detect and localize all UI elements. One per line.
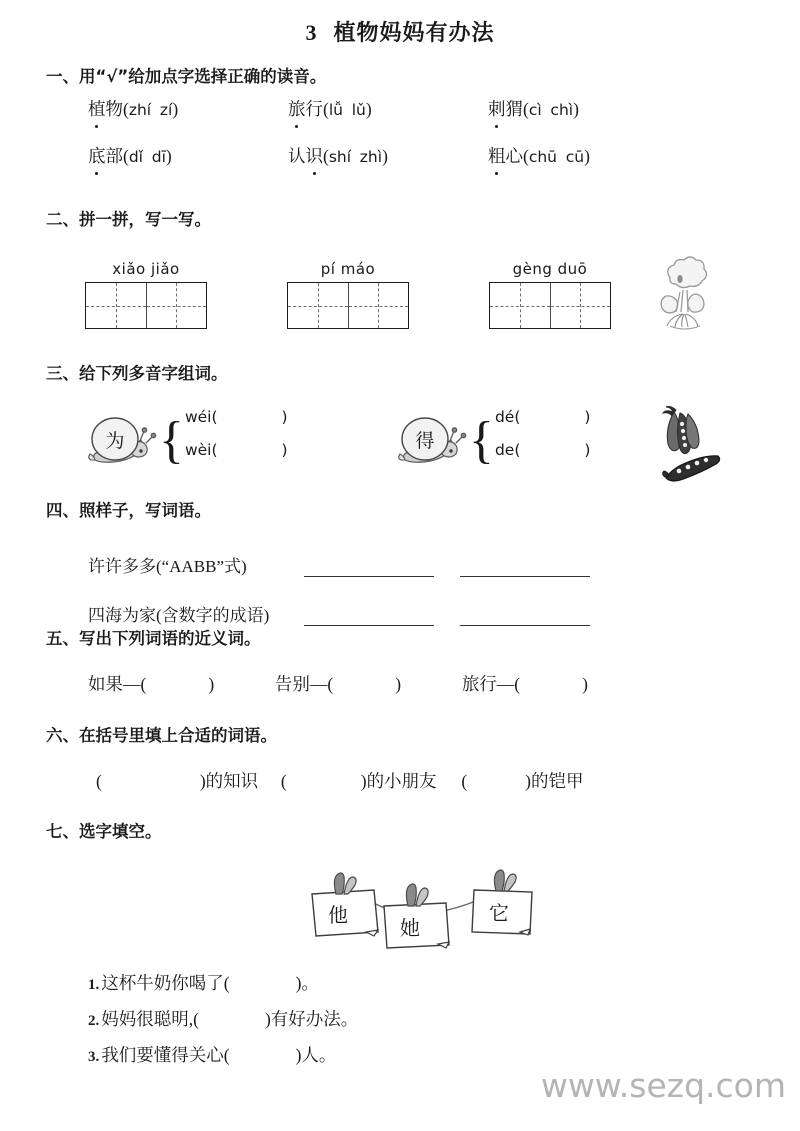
pattern-label: 许许多多(“AABB”式) [88,557,247,576]
question-item [88,970,800,1006]
pattern-label: 四海为家(含数字的成语) [88,606,270,625]
section-7-heading: 七、选字填空。 [46,822,162,841]
pinyin-option-a[interactable]: zhí [128,101,152,119]
card-ta-male [312,873,378,936]
pinyin-label: pí máo [320,260,376,278]
fill-phrase-row [96,768,800,793]
card-character: 她 [400,916,420,940]
character-grid[interactable] [287,282,409,329]
grid-cell[interactable] [146,283,206,328]
card-character: 他 [328,903,348,927]
reading-label: wèi( [184,441,218,459]
open-paren: ( [461,771,468,791]
pinyin-option-b[interactable]: chì [550,101,574,119]
question-text-post: )有好办法。 [264,1009,359,1029]
pinyin-option-b[interactable]: zí [159,101,173,119]
close-paren: ) [199,771,206,791]
shell-character: 得 [415,430,435,452]
pea-pod-icon [648,400,734,495]
pinyin-option-a[interactable]: shí [328,148,352,166]
writing-group-2 [287,260,489,329]
polyphone-reading-line [495,441,591,474]
reading-item-6: 粗心(chū cū) [488,143,688,168]
answer-blank[interactable] [460,560,590,577]
close-paren: ) [525,771,531,791]
synonym-item: 告别—( [274,674,334,694]
reading-label: wéi( [184,408,218,426]
reading-item-5: 认识(shí zhì) [288,143,488,168]
section-1-body [0,96,800,168]
section-5-heading: 五、写出下列词语的近义词。 [46,629,261,648]
question-text-pre: 妈妈很聪明,( [101,1009,199,1029]
section-1-heading: 一、用“√”给加点字选择正确的读音。 [46,67,327,86]
close-paren: ) [281,408,288,426]
close-paren: ) [360,771,367,791]
word-pattern-row-1 [88,543,800,577]
dotted-character: 识 [306,143,324,168]
question-text-post: )。 [295,973,319,993]
word-tail: 行 [305,99,323,119]
reading-label: de( [494,441,521,459]
brace-icon: { [469,412,494,469]
grid-cell[interactable] [490,283,550,328]
question-text-pre: 我们要懂得关心( [101,1045,230,1065]
question-text-post: )人。 [295,1045,337,1065]
section-7 [0,818,800,1078]
section-5 [0,625,800,696]
grid-cell[interactable] [86,283,146,328]
grid-cell[interactable] [550,283,610,328]
section-4-heading: 四、照样子，写词语。 [46,501,211,520]
pinyin-label: xiǎo jiǎo [112,260,180,278]
character-cards-illustration [0,860,800,956]
word-head: 认 [288,146,306,166]
dotted-character: 粗 [488,143,506,168]
word-tail: 猬 [505,99,523,119]
question-number: 3. [88,1049,100,1065]
polyphone-reading-line [185,408,288,441]
question-list [88,970,800,1078]
section-6-heading: 六、在括号里填上合适的词语。 [46,726,277,745]
section-6 [0,722,800,793]
reading-label: dé( [494,408,521,426]
pinyin-option-a[interactable]: lǚ [328,101,343,119]
word-pattern-row-2 [88,592,800,626]
close-paren: ) [281,441,288,459]
character-grid[interactable] [85,282,207,329]
pinyin-label: gèng duō [512,260,588,278]
reading-item-1: 植物(zhí zí) [88,96,288,121]
grid-cell[interactable] [288,283,348,328]
question-item [88,1006,800,1042]
dotted-character: 旅 [288,96,306,121]
close-paren: ) [395,674,402,694]
section-3-heading: 三、给下列多音字组词。 [46,364,228,383]
close-paren: ) [208,674,215,694]
reading-row-2 [88,143,800,168]
pinyin-option-b[interactable]: dī [151,148,166,166]
pinyin-option-a[interactable]: dǐ [128,148,143,166]
polyphone-reading-line [185,441,288,474]
synonym-item: 旅行—( [461,674,521,694]
synonym-item: 如果—( [88,674,147,694]
pinyin-option-b[interactable]: lǔ [351,101,366,119]
open-paren: ( [280,771,287,791]
word-tail: 部 [105,146,123,166]
card-ta-neuter [472,870,532,935]
snail-icon [395,408,473,474]
pinyin-option-a[interactable]: chū [528,148,557,166]
reading-item-2: 旅行(lǚ lǔ) [288,96,488,121]
lesson-title: 植物妈妈有办法 [333,21,495,46]
phrase-tail: 的铠甲 [530,771,584,791]
close-paren: ) [584,408,591,426]
polyphone-reading-line [495,408,591,441]
close-paren: ) [582,674,588,694]
snail-icon [85,408,163,474]
shell-character: 为 [105,430,125,452]
card-ta-female [384,884,449,948]
word-tail: 物 [105,99,123,119]
answer-blank[interactable] [460,609,590,626]
synonym-row [88,671,800,696]
word-tail: 心 [505,146,523,166]
phrase-tail: 的小朋友 [366,771,437,791]
reading-item-3: 刺猬(cì chì) [488,96,688,121]
grid-cell[interactable] [348,283,408,328]
open-paren: ( [96,771,102,791]
site-watermark: www.sezq.com [540,1066,786,1105]
answer-blank[interactable] [304,609,434,626]
dandelion-plant-icon [650,256,720,341]
reading-item-4: 底部(dǐ dī) [88,143,288,168]
pinyin-option-b[interactable]: cū [565,148,585,166]
question-number: 1. [88,977,100,993]
section-2-heading: 二、拼一拼，写一写。 [46,210,211,229]
pinyin-option-a[interactable]: cì [528,101,542,119]
brace-icon: { [159,412,184,469]
reading-row-1 [88,96,800,121]
page-title [0,0,800,47]
card-character: 它 [489,901,509,925]
polyphone-group-1 [85,408,395,474]
dotted-character: 植 [88,96,106,121]
phrase-tail: 的知识 [205,771,259,791]
answer-blank[interactable] [304,560,434,577]
character-grid[interactable] [489,282,611,329]
question-number: 2. [88,1013,100,1029]
writing-group-1 [85,260,287,329]
dotted-character: 底 [88,143,106,168]
close-paren: ) [584,441,591,459]
lesson-number: 3 [305,20,318,45]
dotted-character: 刺 [488,96,506,121]
pinyin-option-b[interactable]: zhì [359,148,383,166]
section-4 [0,497,800,626]
question-text-pre: 这杯牛奶你喝了( [101,973,230,993]
